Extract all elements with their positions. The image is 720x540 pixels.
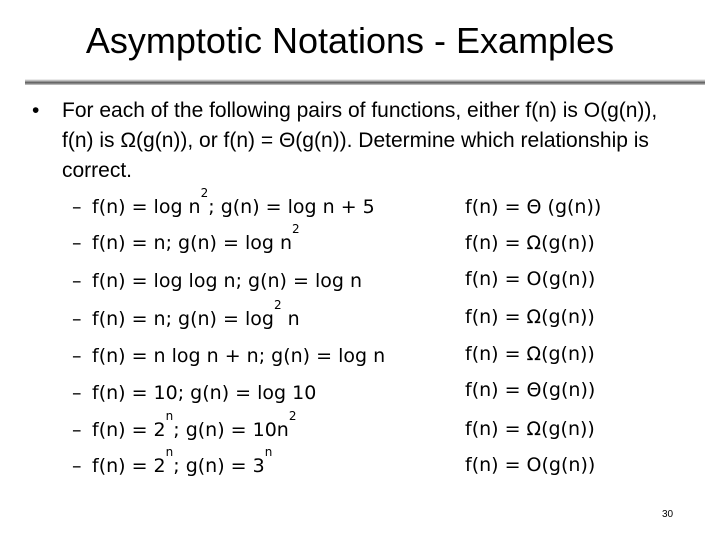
function-pair-text	[92, 382, 316, 404]
answer-text: f(n) = O(g(n))	[465, 454, 596, 476]
title-divider	[25, 79, 705, 85]
function-text-part: n	[281, 308, 300, 330]
function-text-part: ; g(n) = 10n	[173, 419, 289, 441]
superscript: n	[165, 409, 174, 423]
answer-text: f(n) = Ω(g(n))	[465, 306, 595, 328]
function-pair-text	[92, 445, 273, 477]
superscript: 2	[288, 409, 297, 423]
function-pair-text	[92, 186, 375, 218]
dash-icon: –	[72, 270, 82, 292]
superscript: 2	[292, 222, 300, 236]
function-text-part: f(n) = n; g(n) = log	[92, 308, 274, 330]
dash-icon: –	[72, 455, 82, 477]
function-pair-text	[92, 409, 297, 441]
bullet-icon: •	[32, 99, 40, 122]
function-pair-text	[92, 222, 300, 254]
function-text-part: f(n) = 2	[92, 455, 166, 477]
page-number: 30	[662, 509, 674, 520]
intro-bullet-paragraph	[32, 96, 682, 186]
superscript: 2	[200, 186, 209, 200]
function-text-part: f(n) = n log n + n; g(n) = log n	[92, 345, 386, 367]
dash-icon: –	[72, 196, 82, 218]
function-text-part: ; g(n) = log n + 5	[208, 196, 375, 218]
superscript: n	[264, 445, 273, 459]
answer-text: f(n) = Ω(g(n))	[465, 232, 595, 254]
dash-icon: –	[72, 345, 82, 367]
dash-icon: –	[72, 232, 82, 254]
answer-text: f(n) = Θ (g(n))	[465, 196, 602, 218]
function-text-part: f(n) = log n	[92, 196, 201, 218]
superscript: n	[165, 445, 174, 459]
slide-title: Asymptotic Notations - Examples	[85, 20, 615, 61]
intro-text: For each of the following pairs of functions, either f(n) is O(g(n)), f(n) is Ω(g(n)), or f(n) = Θ(g(n)). Determine which relationship is correct.	[62, 99, 658, 182]
answer-text: f(n) = O(g(n))	[465, 268, 596, 290]
function-text-part: f(n) = 10; g(n) = log 10	[92, 382, 317, 404]
function-text-part: f(n) = log log n; g(n) = log n	[92, 270, 363, 292]
function-text-part: ; g(n) = 3	[173, 455, 265, 477]
function-pair-text	[92, 270, 362, 292]
answer-text: f(n) = Ω(g(n))	[465, 418, 595, 440]
function-text-part: f(n) = 2	[92, 419, 166, 441]
dash-icon: –	[72, 419, 82, 441]
dash-icon: –	[72, 308, 82, 330]
answer-text: f(n) = Θ(g(n))	[465, 379, 596, 401]
superscript: 2	[273, 298, 282, 312]
function-text-part: f(n) = n; g(n) = log n	[92, 232, 293, 254]
function-pair-text	[92, 345, 385, 367]
dash-icon: –	[72, 382, 82, 404]
answer-text: f(n) = Ω(g(n))	[465, 343, 595, 365]
function-pair-text	[92, 298, 300, 330]
